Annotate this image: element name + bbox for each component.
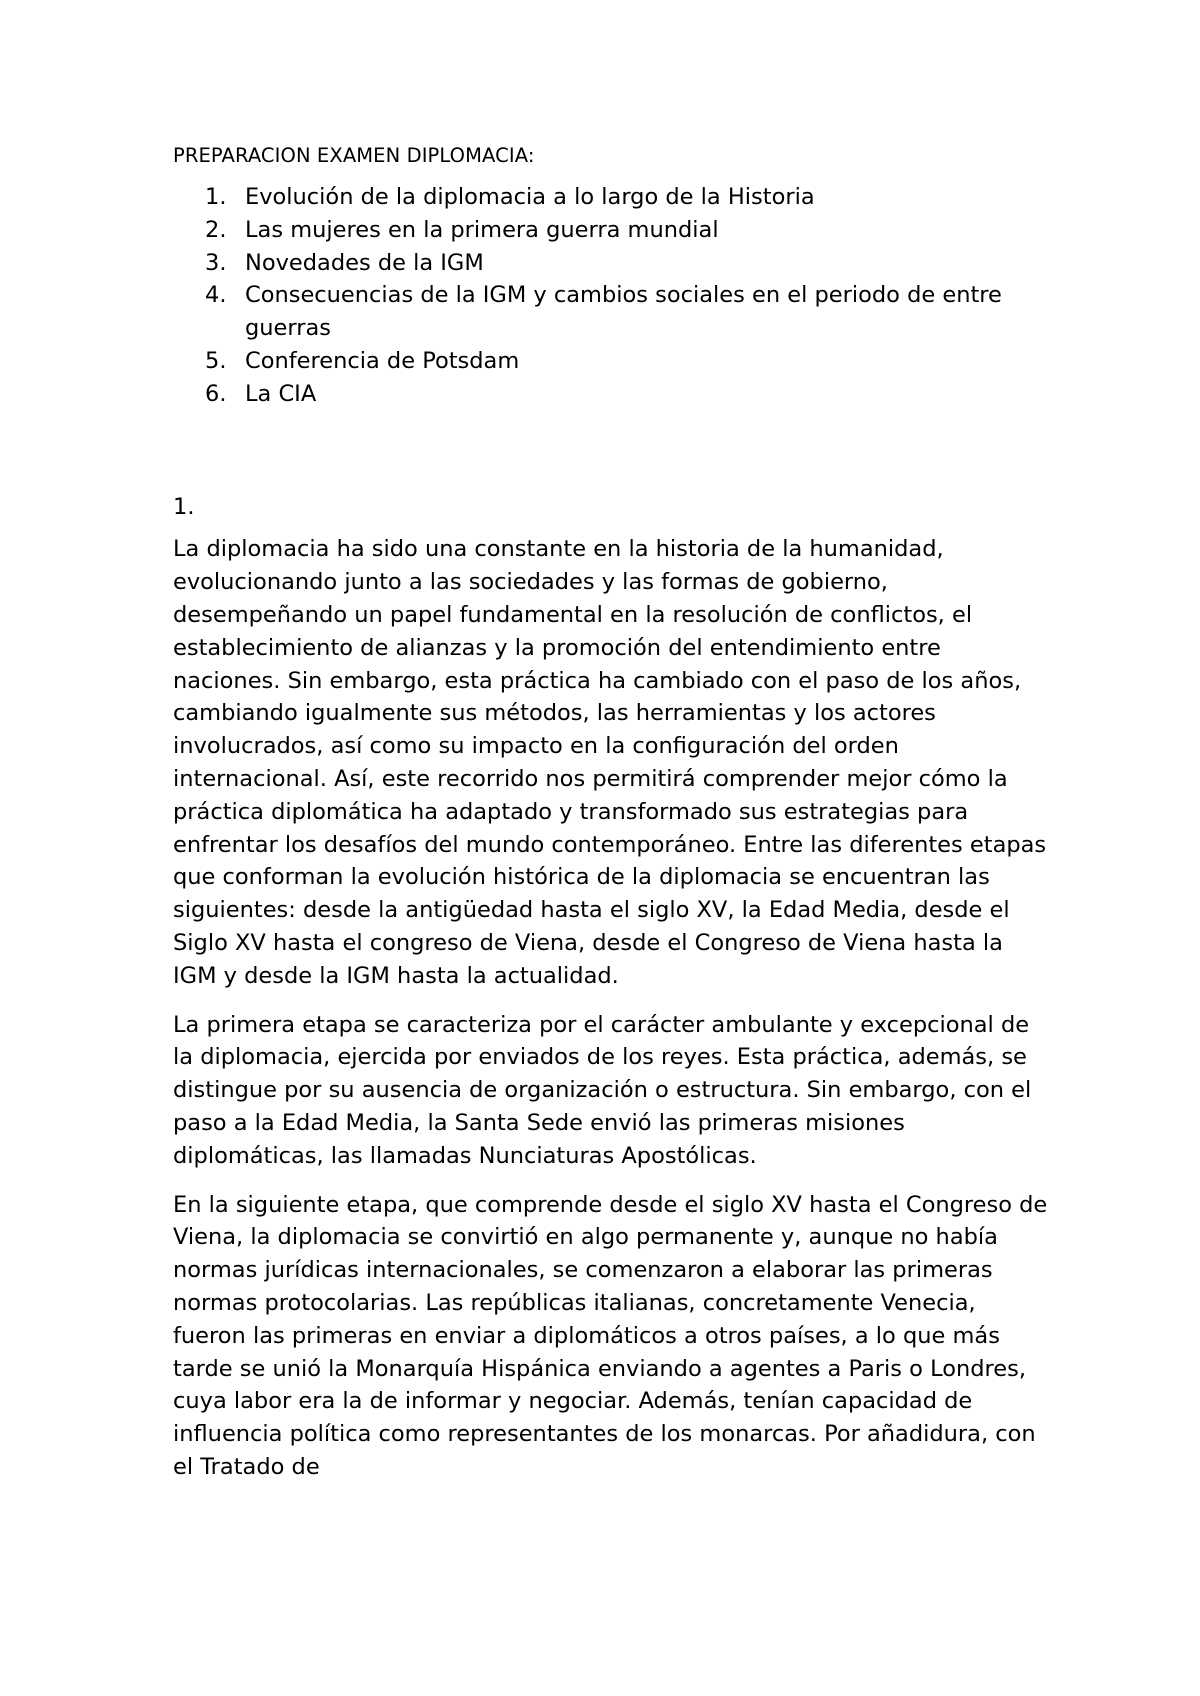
topic-text: Conferencia de Potsdam bbox=[245, 347, 520, 374]
topic-number: 5. bbox=[205, 347, 227, 374]
topic-text: Consecuencias de la IGM y cambios sociales en el periodo de entre guerras bbox=[245, 282, 1002, 342]
topic-item bbox=[173, 247, 1055, 280]
topic-text: Las mujeres en la primera guerra mundial bbox=[245, 216, 719, 243]
topic-item bbox=[173, 214, 1055, 247]
topic-item bbox=[173, 378, 1055, 411]
topic-item bbox=[173, 279, 1055, 345]
topic-text: La CIA bbox=[245, 380, 317, 407]
section-heading-number: 1. bbox=[173, 493, 195, 520]
topic-number: 4. bbox=[205, 282, 227, 309]
topic-number: 6. bbox=[205, 380, 227, 407]
topic-number: 3. bbox=[205, 249, 227, 276]
topic-list bbox=[173, 181, 1073, 411]
topic-item bbox=[173, 181, 1055, 214]
topic-item bbox=[173, 345, 1055, 378]
body-paragraph: La primera etapa se caracteriza por el carácter ambulante y excepcional de la diplomacia, ejercida por enviados de los reyes. Esta práctica, además, se distingue por su ausencia de organización o estructura. Sin embargo, con el paso a la Edad Media, la Santa Sede envió las primeras misiones diplomáticas, las llamadas Nunciaturas Apostólicas. bbox=[173, 1011, 1032, 1169]
document-page bbox=[173, 143, 1073, 1500]
body-paragraph: La diplomacia ha sido una constante en la historia de la humanidad, evolucionando junto a las sociedades y las formas de gobierno, desempeñando un papel fundamental en la resolución de conflictos, el establecimiento de alianzas y la promoción del entendimiento entre naciones. Sin embargo, esta práctica ha cambiado con el paso de los años, cambiando igualmente sus métodos, las herramientas y los actores involucrados, así como su impacto en la configuración del orden internacional. Así, este recorrido nos permitirá comprender mejor cómo la práctica diplomática ha adaptado y transformado sus estrategias para enfrentar los desafíos del mundo contemporáneo. Entre las diferentes etapas que conforman la evolución histórica de la diplomacia se encuentran las siguientes: desde la antigüedad hasta el siglo XV, la Edad Media, desde el Siglo XV hasta el congreso de Viena, desde el Congreso de Viena hasta la IGM y desde la IGM hasta la actualidad. bbox=[173, 536, 1047, 989]
body-paragraph: En la siguiente etapa, que comprende desde el siglo XV hasta el Congreso de Viena, la diplomacia se convirtió en algo permanente y, aunque no había normas jurídicas internacionales, se comenzaron a elaborar las primeras normas protocolarias. Las repúblicas italianas, concretamente Venecia, fueron las primeras en enviar a diplomáticos a otros países, a lo que más tarde se unió la Monarquía Hispánica enviando a agentes a Paris o Londres, cuya labor era la de informar y negociar. Además, tenían capacidad de influencia política como representantes de los monarcas. Por añadidura, con el Tratado de bbox=[173, 1191, 1048, 1480]
topic-number: 2. bbox=[205, 216, 227, 243]
document-title: PREPARACION EXAMEN DIPLOMACIA: bbox=[173, 144, 535, 167]
topic-number: 1. bbox=[205, 184, 227, 210]
topic-text: Novedades de la IGM bbox=[245, 249, 484, 276]
topic-text: Evolución de la diplomacia a lo largo de la Historia bbox=[245, 184, 815, 210]
